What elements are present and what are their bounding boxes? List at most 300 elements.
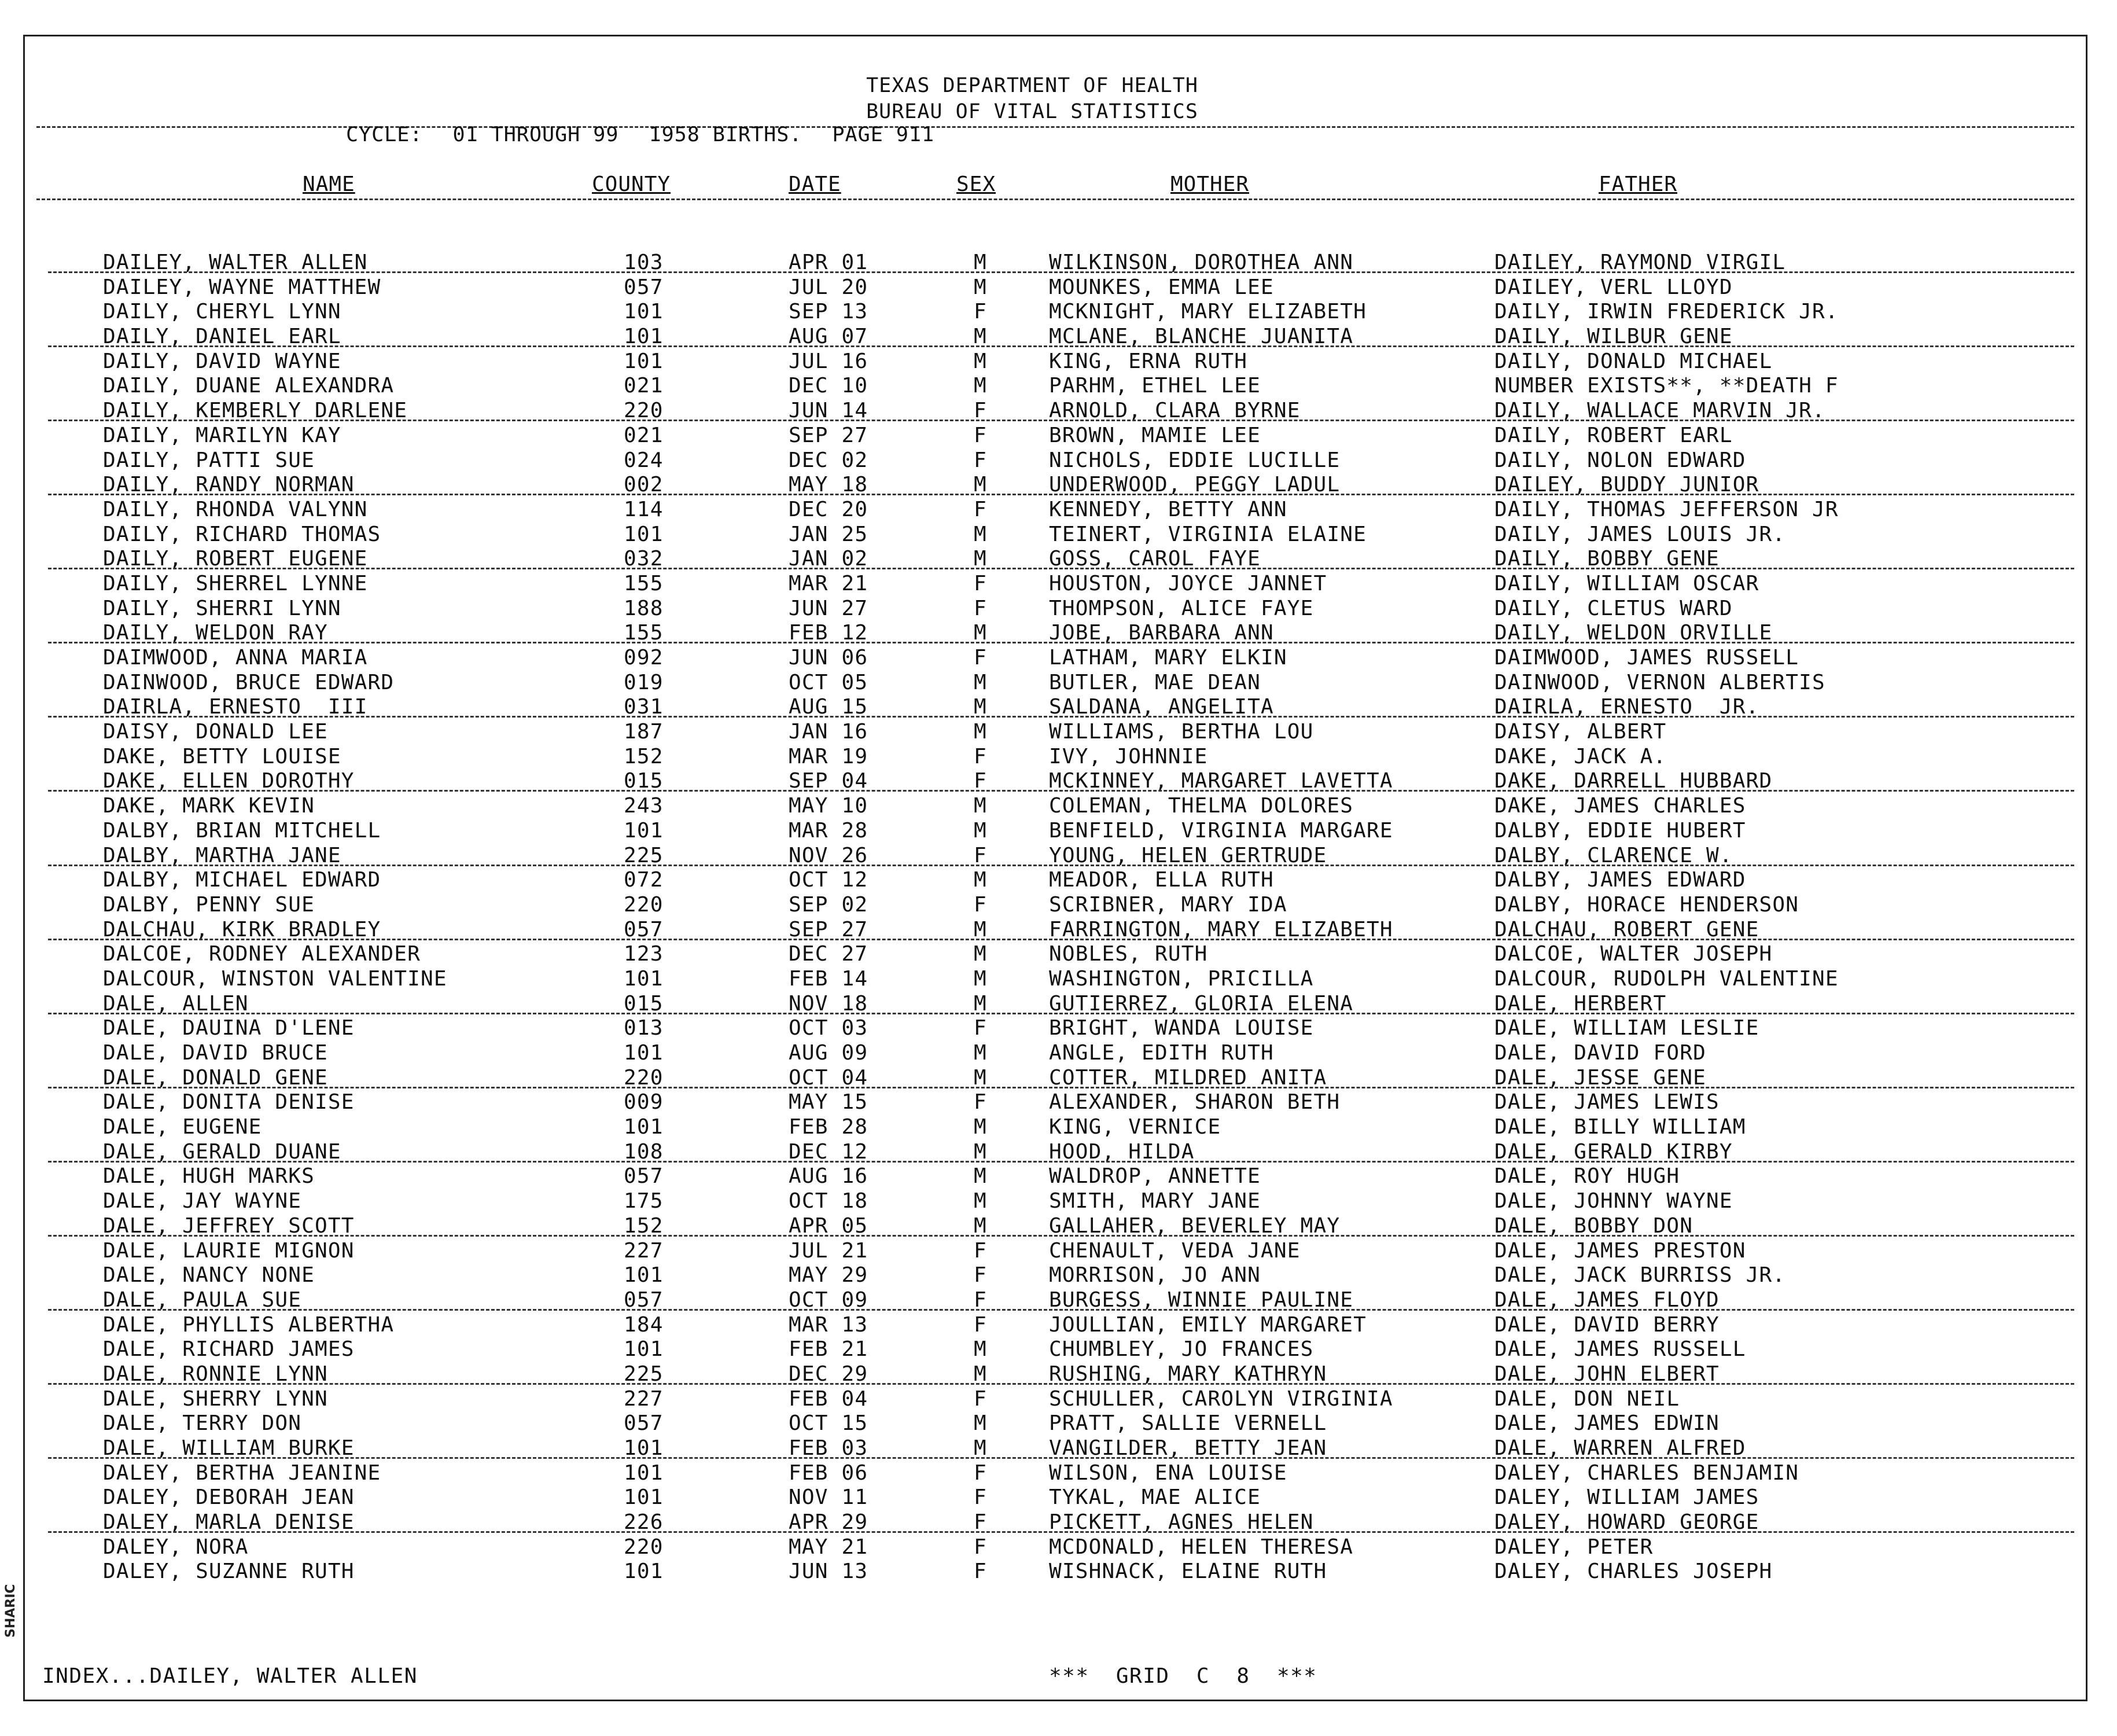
record-father: DALCHAU, ROBERT GENE xyxy=(1494,917,1759,941)
record-sex: F xyxy=(974,1238,987,1263)
record-sex: M xyxy=(974,917,987,941)
record-name: DAILY, DUANE ALEXANDRA xyxy=(103,374,395,398)
record-county: 031 xyxy=(624,695,664,719)
record-date: FEB 06 xyxy=(789,1461,868,1485)
record-sex: M xyxy=(974,966,987,991)
record-county: 024 xyxy=(624,448,664,472)
record-row xyxy=(25,1288,2086,1313)
record-row xyxy=(25,1510,2086,1535)
record-row xyxy=(25,1140,2086,1165)
record-mother: GOSS, CAROL FAYE xyxy=(1049,547,1261,571)
record-mother: COTTER, MILDRED ANITA xyxy=(1049,1065,1327,1090)
record-mother: UNDERWOOD, PEGGY LADUL xyxy=(1049,473,1341,497)
record-name: DALE, JAY WAYNE xyxy=(103,1189,302,1213)
record-sex: M xyxy=(974,818,987,843)
record-date: MAY 18 xyxy=(789,473,868,497)
record-date: FEB 28 xyxy=(789,1115,868,1139)
record-county: 175 xyxy=(624,1189,664,1213)
record-county: 152 xyxy=(624,1213,664,1238)
record-mother: MORRISON, JO ANN xyxy=(1049,1263,1261,1288)
record-sex: M xyxy=(974,1139,987,1164)
record-sex: M xyxy=(974,522,987,546)
record-row xyxy=(25,868,2086,893)
record-name: DALCOE, RODNEY ALEXANDER xyxy=(103,942,421,966)
record-row xyxy=(25,1090,2086,1115)
record-county: 101 xyxy=(624,522,664,546)
record-father: DAILY, IRWIN FREDERICK JR. xyxy=(1494,300,1839,324)
record-mother: THOMPSON, ALICE FAYE xyxy=(1049,596,1314,620)
record-row xyxy=(25,1560,2086,1584)
record-name: DALBY, BRIAN MITCHELL xyxy=(103,818,381,843)
record-row xyxy=(25,424,2086,448)
record-mother: MEADOR, ELLA RUTH xyxy=(1049,868,1274,892)
record-father: DAILY, NOLON EDWARD xyxy=(1494,448,1746,472)
record-row xyxy=(25,1337,2086,1362)
record-father: DAKE, JACK A. xyxy=(1494,744,1667,768)
footer-grid: *** GRID C 8 *** xyxy=(1049,1664,1317,1688)
record-name: DALBY, MICHAEL EDWARD xyxy=(103,868,381,892)
record-row xyxy=(25,794,2086,819)
record-county: 123 xyxy=(624,942,664,966)
record-name: DALCHAU, KIRK BRADLEY xyxy=(103,917,381,941)
header-bureau: BUREAU OF VITAL STATISTICS xyxy=(866,100,1198,123)
col-county: COUNTY xyxy=(592,172,671,196)
record-sex: F xyxy=(974,571,987,595)
record-row xyxy=(25,1263,2086,1288)
record-county: 021 xyxy=(624,374,664,398)
record-row xyxy=(25,399,2086,424)
record-sex: M xyxy=(974,942,987,966)
record-mother: HOOD, HILDA xyxy=(1049,1139,1195,1164)
record-sex: F xyxy=(974,1288,987,1312)
record-sex: F xyxy=(974,646,987,670)
record-county: 187 xyxy=(624,720,664,744)
record-mother: JOBE, BARBARA ANN xyxy=(1049,621,1274,645)
record-date: JUN 27 xyxy=(789,596,868,620)
record-mother: TYKAL, MAE ALICE xyxy=(1049,1485,1261,1510)
record-sex: M xyxy=(974,1436,987,1460)
record-father: DAILY, CLETUS WARD xyxy=(1494,596,1733,620)
record-mother: SALDANA, ANGELITA xyxy=(1049,695,1274,719)
record-row xyxy=(25,819,2086,844)
record-row xyxy=(25,523,2086,547)
record-name: DALE, GERALD DUANE xyxy=(103,1139,341,1164)
record-father: DALE, JAMES FLOYD xyxy=(1494,1288,1720,1312)
record-sex: F xyxy=(974,399,987,423)
record-county: 072 xyxy=(624,868,664,892)
record-mother: NOBLES, RUTH xyxy=(1049,942,1208,966)
record-father: DAILY, JAMES LOUIS JR. xyxy=(1494,522,1786,546)
record-date: MAR 28 xyxy=(789,818,868,843)
record-name: DALEY, BERTHA JEANINE xyxy=(103,1461,381,1485)
record-sex: M xyxy=(974,1164,987,1189)
record-row xyxy=(25,769,2086,794)
record-county: 013 xyxy=(624,1016,664,1040)
record-row xyxy=(25,893,2086,918)
record-name: DALEY, MARLA DENISE xyxy=(103,1510,355,1535)
record-sex: F xyxy=(974,1461,987,1485)
record-row xyxy=(25,720,2086,745)
record-county: 101 xyxy=(624,349,664,373)
record-row xyxy=(25,251,2086,275)
record-father: DALE, DON NEIL xyxy=(1494,1386,1680,1411)
record-sex: F xyxy=(974,596,987,620)
record-father: DAKE, DARRELL HUBBARD xyxy=(1494,769,1773,793)
record-county: 220 xyxy=(624,892,664,917)
record-father: DALE, HERBERT xyxy=(1494,991,1667,1016)
record-name: DAILY, SHERRI LYNN xyxy=(103,596,341,620)
record-mother: ANGLE, EDITH RUTH xyxy=(1049,1041,1274,1065)
record-sex: F xyxy=(974,769,987,793)
record-father: DAILY, DONALD MICHAEL xyxy=(1494,349,1773,373)
record-county: 057 xyxy=(624,1411,664,1436)
record-mother: BENFIELD, VIRGINIA MARGARE xyxy=(1049,818,1393,843)
record-date: APR 29 xyxy=(789,1510,868,1535)
record-sex: M xyxy=(974,1337,987,1362)
record-name: DALE, DONALD GENE xyxy=(103,1065,328,1090)
record-father: DAILEY, RAYMOND VIRGIL xyxy=(1494,251,1786,274)
record-mother: VANGILDER, BETTY JEAN xyxy=(1049,1436,1327,1460)
col-father: FATHER xyxy=(1599,172,1678,196)
record-mother: PARHM, ETHEL LEE xyxy=(1049,374,1261,398)
record-date: DEC 12 xyxy=(789,1139,868,1164)
record-mother: MCKNIGHT, MARY ELIZABETH xyxy=(1049,300,1367,324)
record-date: SEP 13 xyxy=(789,300,868,324)
record-name: DALCOUR, WINSTON VALENTINE xyxy=(103,966,447,991)
footer-index: INDEX...DAILEY, WALTER ALLEN xyxy=(42,1664,418,1688)
record-mother: YOUNG, HELEN GERTRUDE xyxy=(1049,843,1327,867)
record-father: DALBY, EDDIE HUBERT xyxy=(1494,818,1746,843)
record-mother: HOUSTON, JOYCE JANNET xyxy=(1049,571,1327,595)
record-row xyxy=(25,473,2086,498)
record-county: 101 xyxy=(624,1485,664,1510)
record-name: DAILY, PATTI SUE xyxy=(103,448,315,472)
record-name: DALE, LAURIE MIGNON xyxy=(103,1238,355,1263)
record-sex: F xyxy=(974,1263,987,1288)
record-row xyxy=(25,967,2086,992)
record-county: 057 xyxy=(624,275,664,299)
record-name: DALE, SHERRY LYNN xyxy=(103,1386,328,1411)
record-father: DALE, JAMES EDWIN xyxy=(1494,1411,1720,1436)
record-father: NUMBER EXISTS**, **DEATH F xyxy=(1494,374,1839,398)
record-date: AUG 16 xyxy=(789,1164,868,1189)
record-mother: MCLANE, BLANCHE JUANITA xyxy=(1049,325,1354,349)
record-name: DALE, EUGENE xyxy=(103,1115,262,1139)
record-date: APR 01 xyxy=(789,251,868,274)
column-rule xyxy=(36,198,2074,200)
record-name: DALE, DONITA DENISE xyxy=(103,1090,355,1115)
record-county: 184 xyxy=(624,1312,664,1337)
record-mother: IVY, JOHNNIE xyxy=(1049,744,1208,768)
record-row xyxy=(25,1535,2086,1560)
cycle-line xyxy=(346,123,935,146)
record-sex: M xyxy=(974,1411,987,1436)
record-sex: M xyxy=(974,349,987,373)
record-father: DAIMWOOD, JAMES RUSSELL xyxy=(1494,646,1799,670)
record-mother: NICHOLS, EDDIE LUCILLE xyxy=(1049,448,1341,472)
col-sex: SEX xyxy=(956,172,996,196)
record-row xyxy=(25,572,2086,597)
column-headers xyxy=(25,172,2086,207)
record-sex: M xyxy=(974,1362,987,1386)
record-date: DEC 02 xyxy=(789,448,868,472)
record-sex: M xyxy=(974,695,987,719)
record-county: 032 xyxy=(624,547,664,571)
record-date: OCT 09 xyxy=(789,1288,868,1312)
record-mother: PICKETT, AGNES HELEN xyxy=(1049,1510,1314,1535)
record-mother: BROWN, MAMIE LEE xyxy=(1049,423,1261,447)
record-mother: WILSON, ENA LOUISE xyxy=(1049,1461,1287,1485)
record-date: JUN 06 xyxy=(789,646,868,670)
page-number: PAGE 911 xyxy=(832,123,935,146)
record-father: DALBY, CLARENCE W. xyxy=(1494,843,1733,867)
record-row xyxy=(25,1189,2086,1214)
record-mother: TEINERT, VIRGINIA ELAINE xyxy=(1049,522,1367,546)
record-father: DAILY, THOMAS JEFFERSON JR xyxy=(1494,497,1839,521)
record-father: DALE, WILLIAM LESLIE xyxy=(1494,1016,1759,1040)
record-mother: WISHNACK, ELAINE RUTH xyxy=(1049,1560,1327,1584)
record-father: DALE, DAVID FORD xyxy=(1494,1041,1706,1065)
record-sex: M xyxy=(974,1189,987,1213)
record-sex: M xyxy=(974,794,987,818)
record-row xyxy=(25,498,2086,523)
record-county: 101 xyxy=(624,1337,664,1362)
record-row xyxy=(25,1485,2086,1510)
record-county: 114 xyxy=(624,497,664,521)
record-name: DAKE, BETTY LOUISE xyxy=(103,744,341,768)
record-county: 101 xyxy=(624,966,664,991)
record-sex: F xyxy=(974,423,987,447)
record-county: 220 xyxy=(624,1535,664,1559)
record-sex: M xyxy=(974,275,987,299)
record-mother: GUTIERREZ, GLORIA ELENA xyxy=(1049,991,1354,1016)
record-father: DAIRLA, ERNESTO JR. xyxy=(1494,695,1759,719)
record-county: 101 xyxy=(624,1436,664,1460)
record-name: DALE, RICHARD JAMES xyxy=(103,1337,355,1362)
record-mother: CHUMBLEY, JO FRANCES xyxy=(1049,1337,1314,1362)
record-county: 057 xyxy=(624,1288,664,1312)
record-mother: MOUNKES, EMMA LEE xyxy=(1049,275,1274,299)
record-county: 188 xyxy=(624,596,664,620)
record-father: DALCOE, WALTER JOSEPH xyxy=(1494,942,1773,966)
record-name: DALE, ALLEN xyxy=(103,991,249,1016)
record-date: SEP 27 xyxy=(789,917,868,941)
record-sex: M xyxy=(974,1041,987,1065)
record-date: OCT 04 xyxy=(789,1065,868,1090)
record-name: DAILY, RANDY NORMAN xyxy=(103,473,355,497)
record-row xyxy=(25,671,2086,696)
record-name: DAILY, KEMBERLY DARLENE xyxy=(103,399,408,423)
record-sex: F xyxy=(974,892,987,917)
record-date: OCT 03 xyxy=(789,1016,868,1040)
record-sex: M xyxy=(974,868,987,892)
record-row xyxy=(25,325,2086,350)
record-row xyxy=(25,448,2086,473)
record-name: DALEY, SUZANNE RUTH xyxy=(103,1560,355,1584)
record-date: MAY 29 xyxy=(789,1263,868,1288)
record-date: MAY 15 xyxy=(789,1090,868,1115)
record-mother: SCHULLER, CAROLYN VIRGINIA xyxy=(1049,1386,1393,1411)
record-sex: M xyxy=(974,251,987,274)
record-father: DALE, ROY HUGH xyxy=(1494,1164,1680,1189)
record-father: DALEY, CHARLES BENJAMIN xyxy=(1494,1461,1799,1485)
record-row xyxy=(25,300,2086,325)
record-date: SEP 04 xyxy=(789,769,868,793)
record-county: 225 xyxy=(624,843,664,867)
record-date: DEC 20 xyxy=(789,497,868,521)
record-date: JUL 20 xyxy=(789,275,868,299)
record-county: 101 xyxy=(624,818,664,843)
record-mother: KENNEDY, BETTY ANN xyxy=(1049,497,1287,521)
record-row xyxy=(25,275,2086,300)
record-row xyxy=(25,844,2086,869)
record-father: DALBY, JAMES EDWARD xyxy=(1494,868,1746,892)
record-sex: F xyxy=(974,1535,987,1559)
record-father: DALE, JOHNNY WAYNE xyxy=(1494,1189,1733,1213)
record-father: DAILY, BOBBY GENE xyxy=(1494,547,1720,571)
record-date: NOV 11 xyxy=(789,1485,868,1510)
record-father: DAKE, JAMES CHARLES xyxy=(1494,794,1746,818)
record-sex: M xyxy=(974,374,987,398)
record-county: 101 xyxy=(624,325,664,349)
record-row xyxy=(25,374,2086,399)
record-row xyxy=(25,745,2086,770)
record-mother: ALEXANDER, SHARON BETH xyxy=(1049,1090,1341,1115)
record-county: 227 xyxy=(624,1386,664,1411)
record-date: JAN 02 xyxy=(789,547,868,571)
record-mother: COLEMAN, THELMA DOLORES xyxy=(1049,794,1354,818)
record-county: 009 xyxy=(624,1090,664,1115)
record-row xyxy=(25,621,2086,646)
record-sex: M xyxy=(974,547,987,571)
record-name: DALE, PHYLLIS ALBERTHA xyxy=(103,1312,395,1337)
record-name: DAILY, RICHARD THOMAS xyxy=(103,522,381,546)
record-date: NOV 18 xyxy=(789,991,868,1016)
record-name: DAKE, MARK KEVIN xyxy=(103,794,315,818)
records-table xyxy=(25,251,2086,1584)
record-sex: M xyxy=(974,325,987,349)
record-name: DALE, WILLIAM BURKE xyxy=(103,1436,355,1460)
record-county: 108 xyxy=(624,1139,664,1164)
record-county: 220 xyxy=(624,1065,664,1090)
col-mother: MOTHER xyxy=(1170,172,1250,196)
record-date: JAN 16 xyxy=(789,720,868,744)
record-date: FEB 14 xyxy=(789,966,868,991)
record-sex: F xyxy=(974,1090,987,1115)
record-row xyxy=(25,1214,2086,1239)
record-row xyxy=(25,1387,2086,1412)
record-father: DALE, BILLY WILLIAM xyxy=(1494,1115,1746,1139)
record-mother: SMITH, MARY JANE xyxy=(1049,1189,1261,1213)
record-date: OCT 18 xyxy=(789,1189,868,1213)
record-sex: M xyxy=(974,1115,987,1139)
record-father: DALCOUR, RUDOLPH VALENTINE xyxy=(1494,966,1839,991)
record-date: MAY 21 xyxy=(789,1535,868,1559)
record-father: DALE, WARREN ALFRED xyxy=(1494,1436,1746,1460)
record-mother: WILLIAMS, BERTHA LOU xyxy=(1049,720,1314,744)
col-name: NAME xyxy=(303,172,355,196)
cycle-range: 01 THROUGH 99 xyxy=(452,123,619,146)
record-date: FEB 04 xyxy=(789,1386,868,1411)
record-date: DEC 10 xyxy=(789,374,868,398)
record-sex: F xyxy=(974,448,987,472)
record-row xyxy=(25,1313,2086,1338)
record-name: DAINWOOD, BRUCE EDWARD xyxy=(103,670,395,694)
record-name: DALE, NANCY NONE xyxy=(103,1263,315,1288)
record-date: SEP 02 xyxy=(789,892,868,917)
record-county: 101 xyxy=(624,1115,664,1139)
record-county: 226 xyxy=(624,1510,664,1535)
record-sex: F xyxy=(974,843,987,867)
record-father: DALE, JAMES RUSSELL xyxy=(1494,1337,1746,1362)
record-county: 243 xyxy=(624,794,664,818)
cycle-year: 1958 BIRTHS. xyxy=(649,123,802,146)
record-county: 101 xyxy=(624,1041,664,1065)
record-father: DAILY, WALLACE MARVIN JR. xyxy=(1494,399,1825,423)
record-father: DALE, JAMES LEWIS xyxy=(1494,1090,1720,1115)
record-county: 155 xyxy=(624,621,664,645)
record-date: DEC 29 xyxy=(789,1362,868,1386)
record-sex: F xyxy=(974,1510,987,1535)
record-date: JUN 13 xyxy=(789,1560,868,1584)
record-mother: BURGESS, WINNIE PAULINE xyxy=(1049,1288,1354,1312)
record-name: DALE, HUGH MARKS xyxy=(103,1164,315,1189)
record-sex: M xyxy=(974,1065,987,1090)
record-name: DAIRLA, ERNESTO III xyxy=(103,695,368,719)
record-name: DALE, DAVID BRUCE xyxy=(103,1041,328,1065)
record-father: DALE, BOBBY DON xyxy=(1494,1213,1693,1238)
record-father: DAILY, ROBERT EARL xyxy=(1494,423,1733,447)
record-county: 057 xyxy=(624,917,664,941)
record-father: DALE, DAVID BERRY xyxy=(1494,1312,1720,1337)
record-name: DALE, RONNIE LYNN xyxy=(103,1362,328,1386)
record-row xyxy=(25,1436,2086,1461)
record-name: DAILY, DANIEL EARL xyxy=(103,325,341,349)
record-name: DALE, PAULA SUE xyxy=(103,1288,302,1312)
record-father: DAILY, WILBUR GENE xyxy=(1494,325,1733,349)
record-date: AUG 09 xyxy=(789,1041,868,1065)
record-row xyxy=(25,918,2086,943)
record-mother: KING, VERNICE xyxy=(1049,1115,1221,1139)
record-sex: F xyxy=(974,1016,987,1040)
record-date: JUN 14 xyxy=(789,399,868,423)
record-sex: F xyxy=(974,497,987,521)
record-mother: WALDROP, ANNETTE xyxy=(1049,1164,1261,1189)
record-date: OCT 12 xyxy=(789,868,868,892)
record-father: DALE, JOHN ELBERT xyxy=(1494,1362,1720,1386)
record-mother: ARNOLD, CLARA BYRNE xyxy=(1049,399,1301,423)
record-mother: GALLAHER, BEVERLEY MAY xyxy=(1049,1213,1341,1238)
record-mother: RUSHING, MARY KATHRYN xyxy=(1049,1362,1327,1386)
record-row xyxy=(25,942,2086,967)
record-mother: FARRINGTON, MARY ELIZABETH xyxy=(1049,917,1393,941)
record-name: DALBY, MARTHA JANE xyxy=(103,843,341,867)
record-date: FEB 12 xyxy=(789,621,868,645)
record-row xyxy=(25,695,2086,720)
record-date: MAY 10 xyxy=(789,794,868,818)
record-father: DALE, JESSE GENE xyxy=(1494,1065,1706,1090)
record-name: DAKE, ELLEN DOROTHY xyxy=(103,769,355,793)
record-county: 225 xyxy=(624,1362,664,1386)
record-row xyxy=(25,1461,2086,1486)
record-mother: LATHAM, MARY ELKIN xyxy=(1049,646,1287,670)
record-date: JUL 16 xyxy=(789,349,868,373)
record-date: JUL 21 xyxy=(789,1238,868,1263)
header-agency: TEXAS DEPARTMENT OF HEALTH xyxy=(866,74,1198,97)
record-mother: MCKINNEY, MARGARET LAVETTA xyxy=(1049,769,1393,793)
record-row xyxy=(25,1041,2086,1066)
record-county: 227 xyxy=(624,1238,664,1263)
